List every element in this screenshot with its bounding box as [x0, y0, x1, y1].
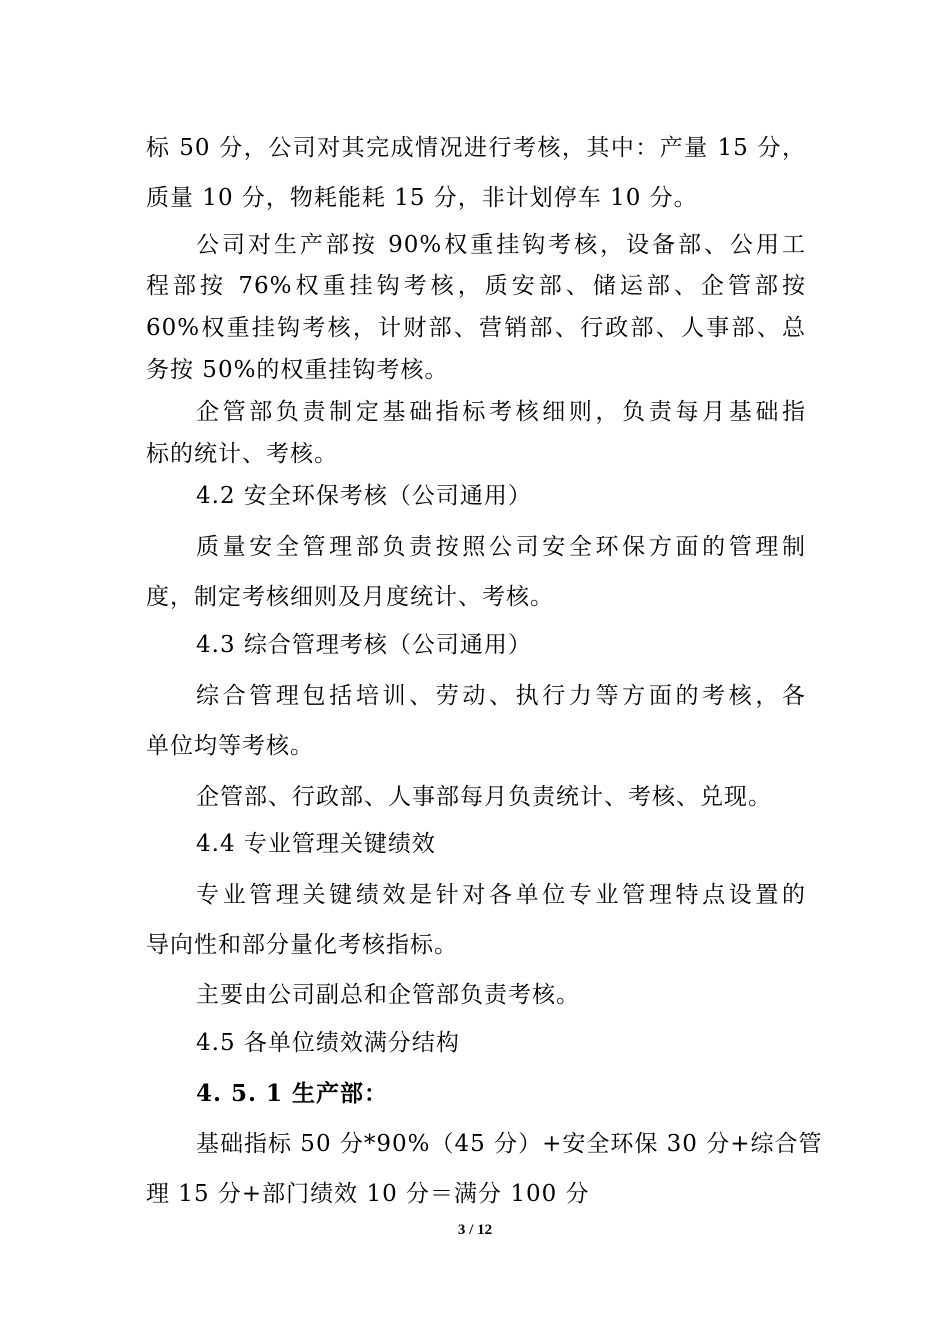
page-number: 3 / 12: [457, 1222, 493, 1238]
paragraph-line: 单位均等考核。: [146, 733, 314, 759]
paragraph-line: 程部按 76%权重挂钩考核，质安部、储运部、企管部按: [146, 273, 806, 299]
paragraph-line: 质量安全管理部负责按照公司安全环保方面的管理制: [196, 534, 806, 560]
paragraph-line: 主要由公司副总和企管部负责考核。: [196, 982, 580, 1008]
paragraph-line: 理 15 分+部门绩效 10 分＝满分 100 分: [146, 1181, 590, 1207]
section-heading: 4.3 综合管理考核（公司通用）: [196, 632, 532, 658]
paragraph-line: 标的统计、考核。: [146, 441, 338, 467]
subsection-heading: 4. 5. 1 生产部：: [196, 1080, 389, 1107]
paragraph-line: 60%权重挂钩考核，计财部、营销部、行政部、人事部、总: [146, 315, 806, 341]
paragraph-line: 企管部、行政部、人事部每月负责统计、考核、兑现。: [196, 784, 772, 810]
paragraph-line: 公司对生产部按 90%权重挂钩考核，设备部、公用工: [196, 232, 806, 258]
paragraph-line: 专业管理关键绩效是针对各单位专业管理特点设置的: [196, 882, 806, 908]
section-heading: 4.2 安全环保考核（公司通用）: [196, 483, 532, 509]
paragraph-line: 基础指标 50 分*90%（45 分）+安全环保 30 分+综合管: [196, 1131, 823, 1157]
paragraph-line: 导向性和部分量化考核指标。: [146, 932, 458, 958]
paragraph-line: 标 50 分，公司对其完成情况进行考核，其中：产量 15 分，: [146, 135, 806, 161]
paragraph-line: 综合管理包括培训、劳动、执行力等方面的考核，各: [196, 683, 806, 709]
section-heading: 4.5 各单位绩效满分结构: [196, 1030, 460, 1056]
paragraph-line: 度，制定考核细则及月度统计、考核。: [146, 584, 554, 610]
paragraph-line: 质量 10 分，物耗能耗 15 分，非计划停车 10 分。: [146, 185, 698, 211]
section-heading: 4.4 专业管理关键绩效: [196, 831, 436, 857]
paragraph-line: 企管部负责制定基础指标考核细则，负责每月基础指: [196, 399, 806, 425]
paragraph-line: 务按 50%的权重挂钩考核。: [146, 357, 449, 383]
